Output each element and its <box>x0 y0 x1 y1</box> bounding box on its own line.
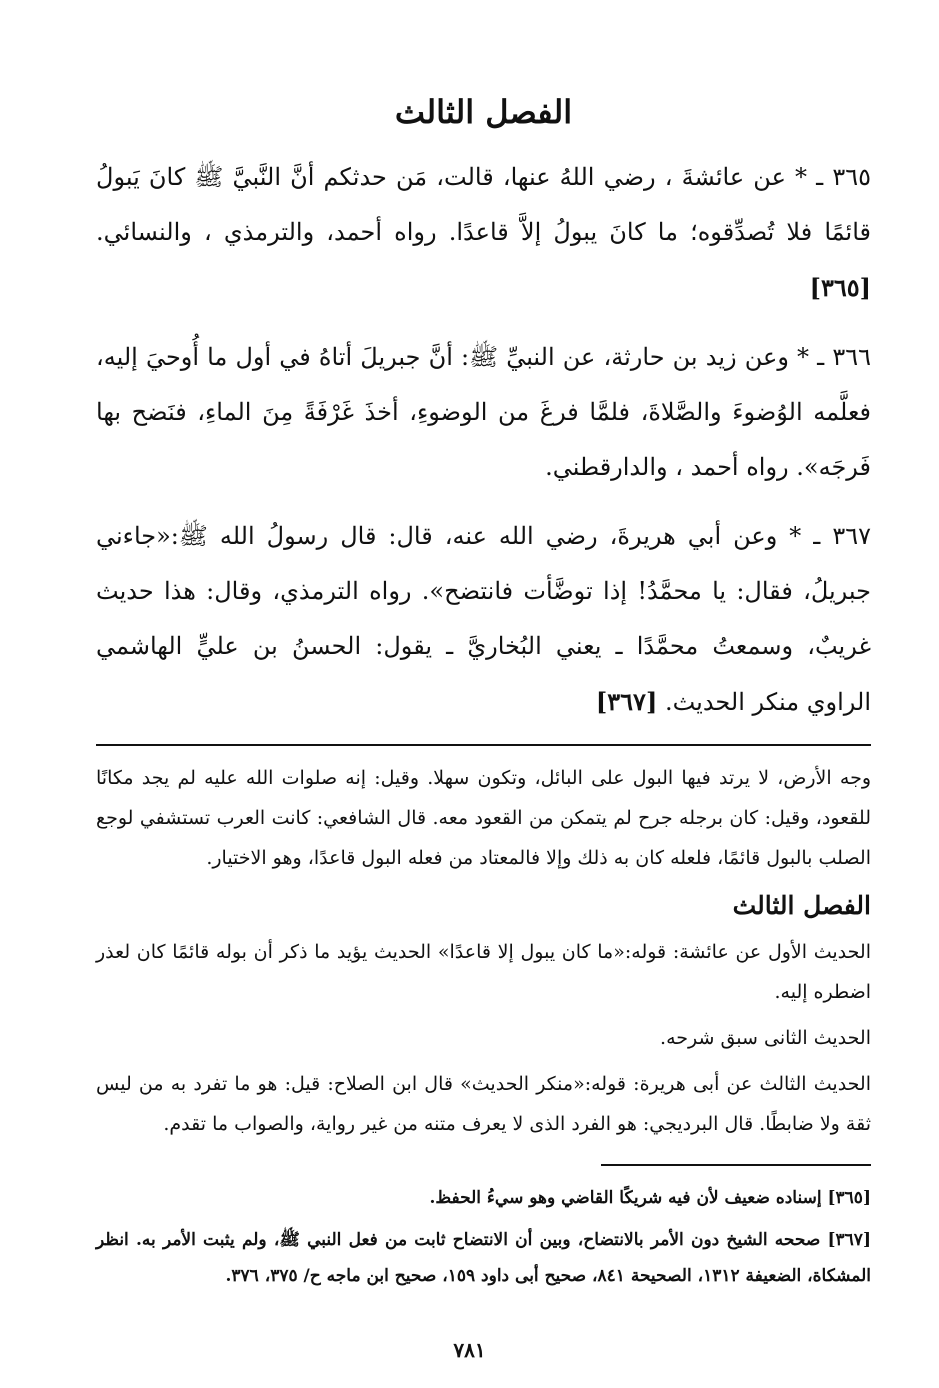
commentary-paragraph: الحديث الثالث عن أبى هريرة: قوله:«منكر الحديث» قال ابن الصلاح: قيل: هو ما تفرد به من ليس ثقة ولا ضابطًا. قال البرديجي: هو الفرد الذى لا يعرف متنه من غير رواية، والصواب ما تقدم. <box>96 1073 871 1135</box>
footnote-divider <box>601 1164 871 1166</box>
footnote: [٣٦٥] إسناده ضعيف لأن فيه شريكًا القاضي وهو سيءُ الحفظ. <box>429 1188 871 1208</box>
commentary-paragraph: الحديث الثانى سبق شرحه. <box>660 1027 871 1049</box>
hadith-reference: [٣٦٧] <box>595 687 658 716</box>
hadith-365 <box>96 150 871 316</box>
hadith-366 <box>96 330 871 495</box>
hadith-reference: [٣٦٥] <box>809 273 871 302</box>
commentary-block <box>96 758 871 1144</box>
hadith-367 <box>96 509 871 730</box>
hadith-text: ٣٦٦ ـ * وعن زيد بن حارثة، عن النبيِّ ﷺ: أنَّ جبريلَ أتاهُ في أول ما أُوحيَ إليه، فعلَّمه الوُضوءَ والصَّلاةَ، فلمَّا فرغَ من الوضوءِ، أخذَ غَرْفَةً مِنَ الماءِ، فنَضح بها فَرجَه». رواه أحمد ، والدارقطني. <box>96 343 871 481</box>
commentary-section-title: الفصل الثالث <box>732 891 871 920</box>
footnote: [٣٦٧] صححه الشيخ دون الأمر بالانتضاح، وبين أن الانتضاح ثابت من فعل النبي ﷺ، ولم يثبت الأمر به. انظر المشكاة، الضعيفة ١٣١٢، الصحيحة ٨٤١، صحيح أبى داود ١٥٩، صحيح ابن ماجه ح/ ٣٧٥، ٣٧٦. <box>96 1230 871 1286</box>
commentary-intro: وجه الأرض، لا يرتد فيها البول على البائل، وتكون سهلا. وقيل: إنه صلوات الله عليه لم يجد مكانًا للقعود، وقيل: كان برجله جرح لم يتمكن من القعود معه. قال الشافعي: كانت العرب تستشفي لوجع الصلب بالبول قائمًا، فلعله كان به ذلك وإلا فالمعتاد من فعله البول قاعدًا، وهو الاختيار. <box>96 767 871 869</box>
footnotes-block <box>96 1180 871 1294</box>
hadith-text: ٣٦٧ ـ * وعن أبي هريرةَ، رضي الله عنه، قال: قال رسولُ الله ﷺ:«جاءني جبريلُ، فقال: يا محمَّدُ! إذا توضَّأت فانتضح». رواه الترمذي، وقال: هذا حديث غريبٌ، وسمعتُ محمَّدًا ـ يعني البُخاريَّ ـ يقول: الحسنُ بن عليٍّ الهاشمي الراوي منكر الحديث. <box>96 522 871 716</box>
page-number: ٧٨١ <box>453 1338 486 1362</box>
section-divider <box>96 744 871 746</box>
hadith-text: ٣٦٥ ـ * عن عائشةَ ، رضي اللهُ عنها، قالت، مَن حدثكم أنَّ النَّبيَّ ﷺ كانَ يَبولُ قائمًا فلا تُصدِّقوه؛ ما كانَ يبولُ إلاَّ قاعدًا. رواه أحمد، والترمذي ، والنسائي. <box>96 163 871 246</box>
chapter-title: الفصل الثالث <box>394 93 573 131</box>
commentary-paragraph: الحديث الأول عن عائشة: قوله:«ما كان يبول إلا قاعدًا» الحديث يؤيد ما ذكر أن بوله قائمًا كان لعذر اضطره إليه. <box>96 941 871 1003</box>
